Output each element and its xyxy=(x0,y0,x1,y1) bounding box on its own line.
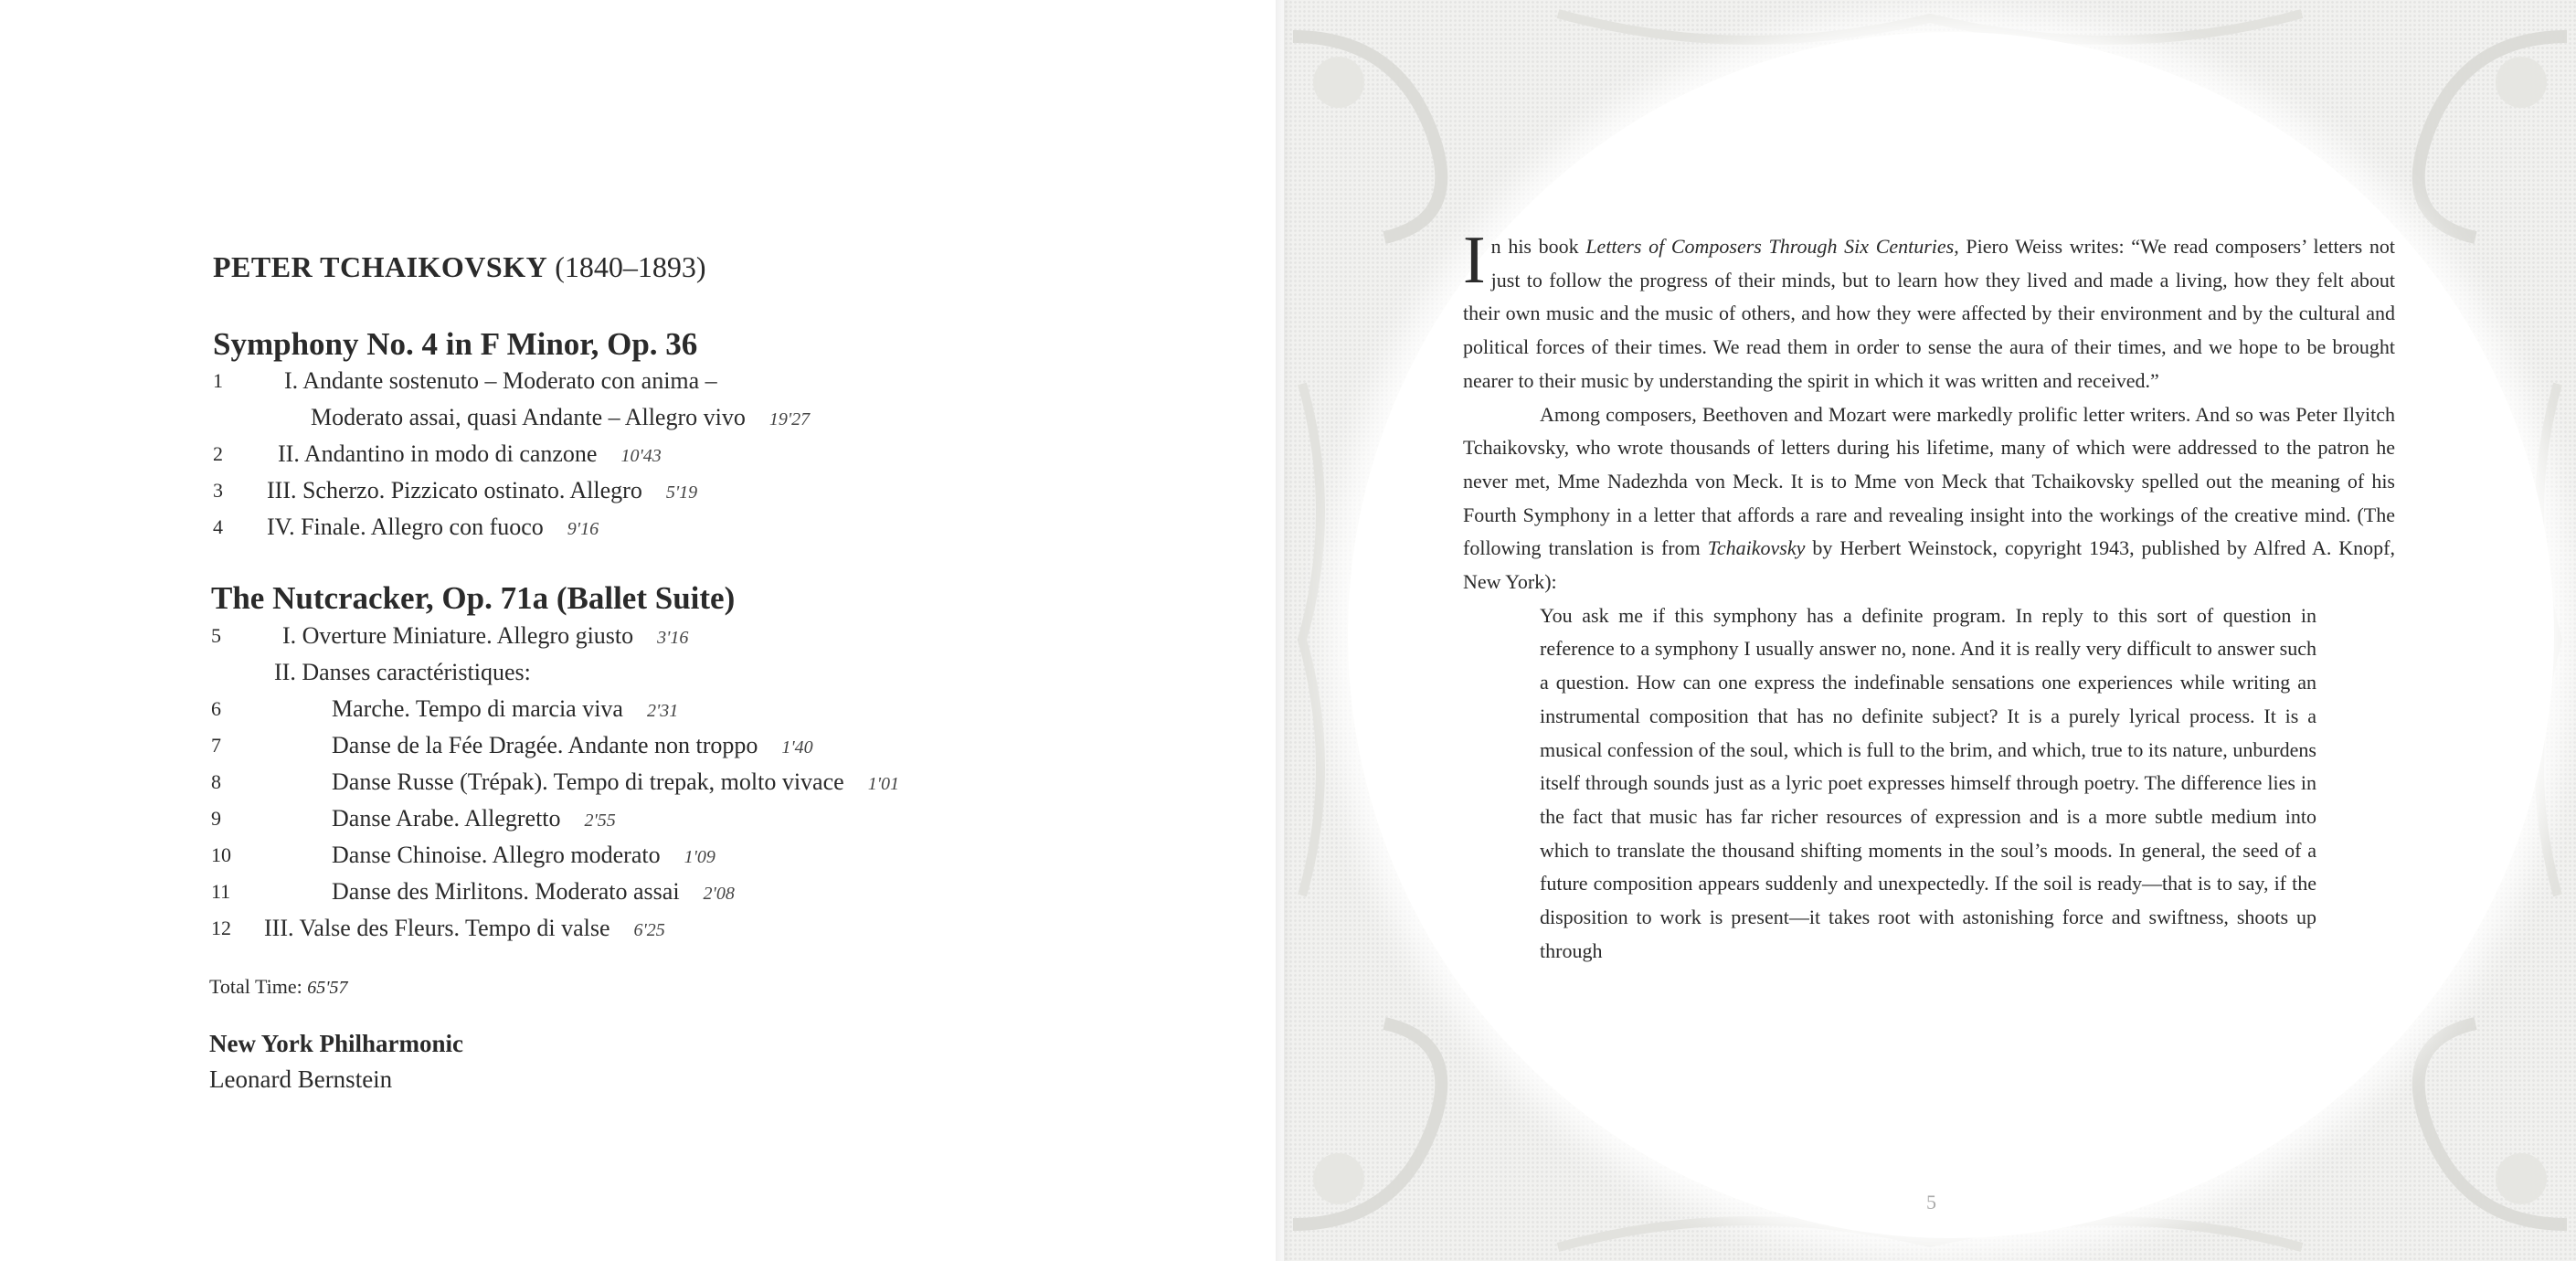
track-number: 1 xyxy=(213,369,223,392)
track-number: 5 xyxy=(211,624,221,647)
work-title-symphony: Symphony No. 4 in F Minor, Op. 36 xyxy=(213,326,698,362)
track-number: 9 xyxy=(211,807,221,830)
composer-name: PETER TCHAIKOVSKY xyxy=(213,250,548,283)
track-title: Moderato assai, quasi Andante – Allegro vivo 19'27 xyxy=(311,404,811,430)
track-row xyxy=(213,511,1218,544)
track-title: II. Danses caractéristiques: xyxy=(274,659,531,685)
track-title: IV. Finale. Allegro con fuoco 9'16 xyxy=(267,514,599,540)
page-number: 5 xyxy=(1926,1191,1936,1213)
composer-dates: (1840–1893) xyxy=(555,250,706,283)
track-row xyxy=(211,875,1216,908)
track-title: I. Andante sostenuto – Moderato con anima – xyxy=(284,367,717,394)
track-duration: 1'09 xyxy=(684,847,716,867)
track-duration: 5'19 xyxy=(665,482,698,503)
essay-paragraph: In his book Letters of Composers Through Six Centuries, Piero Weiss writes: “We read composers’ letters not just to follow the progress of their minds, but to learn how they lived and made a living, how they felt about their own music and the music of others, and how they were affected by their environment and by the cultural and political forces of their times. We read them in order to sense the aura of their times, and we hope to be brought nearer to their music by understanding the spirit in which it was written and received.” xyxy=(1463,223,2395,392)
track-row xyxy=(211,620,1216,652)
track-title: Danse des Mirlitons. Moderato assai 2'08 xyxy=(332,878,735,905)
work-title-nutcracker: The Nutcracker, Op. 71a (Ballet Suite) xyxy=(211,580,736,616)
essay-paragraph: Among composers, Beethoven and Mozart were markedly prolific letter writers. And so was Peter Ilyitch Tchaikovsky, who wrote thousands of letters during his lifetime, many of which were addressed to the patron he never met, Mme Nadezhda von Meck. It is to Mme von Meck that Tchaikovsky spelled out the meaning of his Fourth Symphony in a letter that affords a rare and revealing insight into the workings of the creative mind. (The following translation is from Tchaikovsky by Herbert Weinstock, copyright 1943, published by Alfred A. Knopf, New York): xyxy=(1463,402,2396,594)
track-number: 3 xyxy=(213,479,223,502)
letter-quote: You ask me if this symphony has a definite program. In reply to this sort of question in reference to a symphony I usually answer no, none. And it is really very difficult to answer such a question. How can one express the indefinable sensations one experiences while writing an instrumental composition that has no definite subject? It is a purely lyrical process. It is a musical confession of the soul, which is full to the brim, and which, true to its nature, unburdens itself through sounds just as a lyric poet expresses himself through poetry. The difference lies in the fact that music has far richer resources of expression and is a more subtle medium into which to translate the thousand shifting moments in the soul’s moods. In general, the seed of a future composition appears suddenly and unexpectedly. If the soil is ready—that is to say, if the disposition to work is present—it takes root with astonishing force and swiftness, shoots up through xyxy=(1540,603,2316,962)
track-number: 11 xyxy=(211,880,231,903)
track-duration: 6'25 xyxy=(633,920,665,940)
track-duration: 9'16 xyxy=(567,519,599,539)
track-number: 2 xyxy=(213,442,223,465)
track-title: Danse de la Fée Dragée. Andante non troppo 1'40 xyxy=(332,732,813,758)
track-duration: 2'31 xyxy=(646,701,679,721)
track-number: 6 xyxy=(211,697,221,720)
track-title: I. Overture Miniature. Allegro giusto 3'16 xyxy=(282,622,689,649)
track-row xyxy=(211,839,1216,872)
left-page xyxy=(0,0,1284,1261)
conductor-name: Leonard Bernstein xyxy=(209,1065,393,1093)
track-number: 7 xyxy=(211,734,221,757)
track-title: Danse Russe (Trépak). Tempo di trepak, molto vivace 1'01 xyxy=(332,768,899,795)
book-title: Letters of Composers Through Six Centuries xyxy=(1585,235,1955,258)
track-duration: 19'27 xyxy=(769,409,811,429)
track-title: III. Valse des Fleurs. Tempo di valse 6'25 xyxy=(264,915,665,941)
track-duration: 1'01 xyxy=(867,774,899,794)
track-title: III. Scherzo. Pizzicato ostinato. Allegro 5'19 xyxy=(267,477,698,503)
book-gutter xyxy=(1276,0,1292,1261)
essay-text xyxy=(1463,223,2396,968)
track-row xyxy=(211,912,1216,945)
total-time-label: Total Time: xyxy=(209,975,302,998)
track-title: Danse Chinoise. Allegro moderato 1'09 xyxy=(332,842,716,868)
track-duration: 1'40 xyxy=(781,737,813,758)
track-title: Marche. Tempo di marcia viva 2'31 xyxy=(332,695,679,722)
track-row xyxy=(211,766,1216,799)
track-row xyxy=(213,401,1218,434)
orchestra-name: New York Philharmonic xyxy=(209,1030,463,1057)
track-row xyxy=(211,802,1216,835)
track-duration: 2'08 xyxy=(703,884,735,904)
track-row xyxy=(211,729,1216,762)
track-number: 8 xyxy=(211,770,221,793)
track-row xyxy=(211,656,1216,689)
track-duration: 2'55 xyxy=(584,811,616,831)
track-row xyxy=(213,438,1218,471)
track-row xyxy=(213,474,1218,507)
track-number: 4 xyxy=(213,515,223,538)
composer-heading xyxy=(213,250,706,284)
track-duration: 10'43 xyxy=(620,446,662,466)
total-time xyxy=(209,975,348,999)
track-title: Danse Arabe. Allegretto 2'55 xyxy=(332,805,616,832)
track-row xyxy=(211,693,1216,726)
total-time-value: 65'57 xyxy=(307,978,348,998)
drop-cap: I xyxy=(1463,223,1486,298)
track-number: 12 xyxy=(211,917,231,939)
track-title: II. Andantino in modo di canzone 10'43 xyxy=(278,440,662,467)
track-duration: 3'16 xyxy=(657,628,689,648)
track-number: 10 xyxy=(211,843,231,866)
track-row xyxy=(213,365,1218,397)
book-title: Tchaikovsky xyxy=(1707,536,1806,560)
